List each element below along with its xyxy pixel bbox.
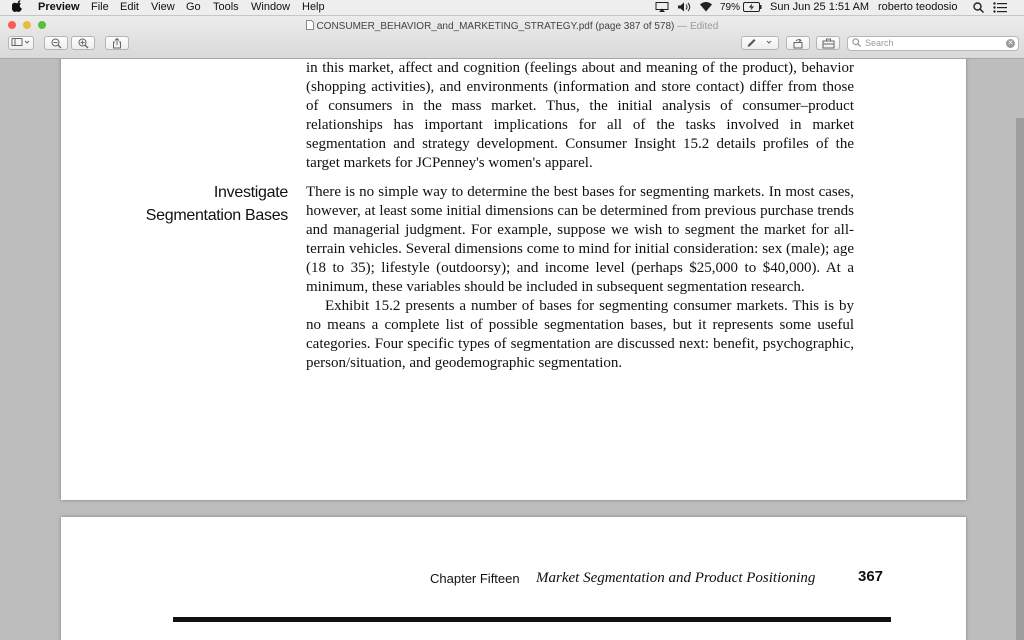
pdf-page	[61, 59, 966, 500]
menu-tools[interactable]: Tools	[213, 1, 239, 13]
battery-charging-icon[interactable]	[743, 2, 763, 15]
search-icon	[852, 38, 861, 49]
pdf-page	[61, 517, 966, 640]
volume-icon[interactable]	[677, 2, 693, 15]
menu-file[interactable]: File	[91, 1, 109, 13]
menu-edit[interactable]: Edit	[120, 1, 139, 13]
markup-pen-button[interactable]	[741, 36, 779, 50]
window-title	[0, 20, 1024, 33]
page-number: 367	[858, 568, 884, 585]
pdf-document-icon	[306, 20, 314, 33]
wifi-icon[interactable]	[699, 1, 713, 15]
share-button[interactable]	[105, 36, 129, 50]
paragraph-text: There is no simple way to determine the best bases for segmenting markets. In most cases, however, at least some initial dimensions can be determined from previous purchase trends and managerial judgment. For example, suppose we wish to segment the market for all-terrain vehicles. Several dimensions come to mind for initial consideration: sex (male); age (18 to 35); lifestyle (outdoorsy); and income level (perhaps $25,000 to $40,000). At a minimum, these variables should be included in subsequent segmentation research.	[306, 184, 854, 295]
edited-indicator[interactable]: — Edited	[677, 21, 719, 32]
zoom-out-button[interactable]	[44, 36, 68, 50]
search-field[interactable]	[847, 36, 1019, 51]
menu-go[interactable]: Go	[186, 1, 201, 13]
footer-chapter-label: Chapter Fifteen	[430, 571, 520, 586]
notification-center-icon[interactable]	[993, 2, 1007, 16]
menu-bar	[0, 0, 1024, 16]
side-heading-line: Investigate	[213, 184, 288, 201]
toolbox-button[interactable]	[816, 36, 840, 50]
menu-help[interactable]: Help	[302, 1, 325, 13]
sidebar-view-button[interactable]	[8, 36, 34, 50]
window-edge	[1016, 118, 1024, 640]
side-heading-line: Segmentation Bases	[145, 207, 288, 224]
document-view[interactable]	[0, 59, 1024, 640]
paragraph-segmentation-bases	[306, 183, 854, 373]
paragraph-text: in this market, affect and cognition (feelings about and meaning of the product), behavior (shopping activities), and environments (information and store contact) differ from those of consumers in the mass market. Thus, the initial analysis of consumer–product relationships has important implications for all of the tasks involved in market segmentation and strategy development. Consumer Insight 15.2 details profiles of the target markets for JCPenney's women's apparel.	[306, 60, 854, 171]
zoom-in-button[interactable]	[71, 36, 95, 50]
paragraph-text: Exhibit 15.2 presents a number of bases for segmenting consumer markets. This is by no means a complete list of possible segmentation bases, but it represents some useful categories. Four specific types of segmentation are discussed next: benefit, psychographic, person/situation, and geodemographic segmentation.	[306, 298, 854, 371]
search-placeholder: Search	[865, 38, 894, 48]
battery-percent: 79%	[720, 2, 741, 13]
rotate-button[interactable]	[786, 36, 810, 50]
paragraph-intro	[306, 59, 854, 173]
menu-view[interactable]: View	[151, 1, 175, 13]
side-heading	[121, 181, 288, 227]
apple-menu-icon[interactable]	[12, 0, 23, 15]
clear-search-icon[interactable]: ✕	[1007, 40, 1014, 47]
spotlight-search-icon[interactable]	[973, 2, 984, 16]
footer-chapter-title: Market Segmentation and Product Positioning	[536, 570, 816, 586]
airplay-icon[interactable]	[655, 2, 669, 15]
menu-window[interactable]: Window	[251, 1, 291, 13]
window-toolbar	[0, 16, 1024, 59]
user-name[interactable]: roberto teodosio	[878, 1, 958, 13]
app-menu[interactable]: Preview	[38, 1, 80, 13]
footer-rule	[173, 617, 891, 622]
window-title-text: CONSUMER_BEHAVIOR_and_MARKETING_STRATEGY.pdf (page 387 of 578)	[316, 21, 675, 32]
clock[interactable]: Sun Jun 25 1:51 AM	[770, 1, 870, 13]
